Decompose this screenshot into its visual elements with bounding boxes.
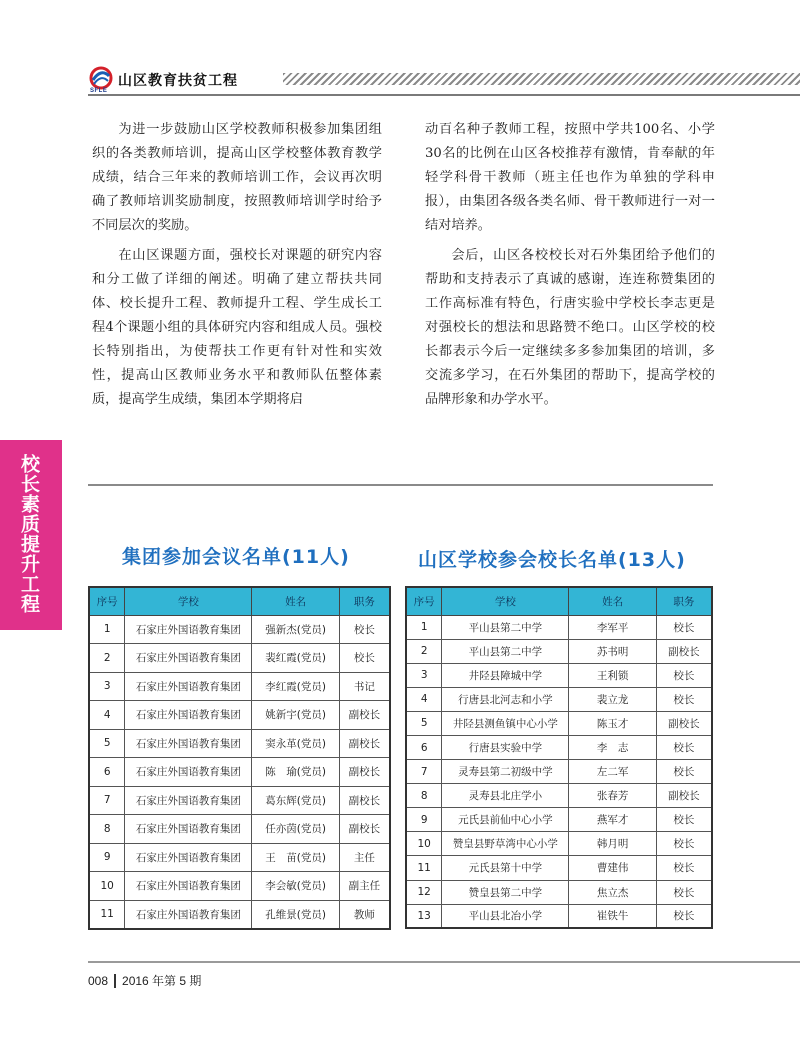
table-cell: 校长 [656,663,712,687]
table-cell: 副校长 [339,815,390,844]
table-cell: 1 [89,615,125,644]
table-cell: 教师 [339,900,390,929]
footer-divider [88,961,800,963]
logo-text: SFLE [90,88,108,94]
table-cell: 校长 [339,615,390,644]
table-row [89,729,390,758]
table-cell: 10 [89,872,125,901]
paragraph-continued: 动百名种子教师工程，按照中学共100名、小学30名的比例在山区各校推荐有激情，肯奉献的年轻学科骨干教师（班主任也作为单独的学科申报），由集团各级各类名师、骨干教师进行一对一结对培养。 [425,122,715,233]
table-cell: 校长 [656,615,712,639]
table-cell: 副校长 [656,711,712,735]
table-cell: 石家庄外国语教育集团 [125,872,252,901]
table-cell: 校长 [656,760,712,784]
table-cell: 副校长 [339,729,390,758]
table-row [406,832,712,856]
table-cell: 平山县北冶小学 [442,904,569,928]
table-cell: 6 [89,758,125,787]
table-cell: 井陉县测鱼镇中心小学 [442,711,569,735]
table-cell: 7 [89,786,125,815]
paragraph: 在山区课题方面，强校长对课题的研究内容和分工做了详细的阐述。明确了建立帮扶共同体、校长提升工程、教师提升工程、学生成长工程4个课题小组的具体研究内容和组成人员。强校长特别指出，为使帮扶工作更有针对性和实效性，提高山区教师业务水平和教师队伍整体素质，提高学生成绩，集团本学期将启 [92,248,382,407]
table-cell: 11 [89,900,125,929]
table-cell: 3 [406,663,442,687]
table-cell: 5 [406,711,442,735]
table-cell: 石家庄外国语教育集团 [125,786,252,815]
issue-label: 2016 年第 5 期 [122,974,202,988]
table2-title: 山区学校参会校长名单(13人) [418,549,686,571]
table-row [89,758,390,787]
table-row [406,663,712,687]
table-cell: 1 [406,615,442,639]
table-cell: 校长 [656,832,712,856]
table-cell: 葛东辉(党员) [252,786,339,815]
table-cell: 11 [406,856,442,880]
table-row [406,687,712,711]
table-cell: 陈 瑜(党员) [252,758,339,787]
header-title: 山区教育扶贫工程 [118,73,238,89]
header-cell: 职务 [656,587,712,615]
header-cell: 姓名 [569,587,656,615]
table-cell: 赞皇县第二中学 [442,880,569,904]
table-cell: 4 [89,701,125,730]
table-row [406,880,712,904]
table-cell: 陈玉才 [569,711,656,735]
table-cell: 副校长 [656,784,712,808]
table-cell: 石家庄外国语教育集团 [125,758,252,787]
table-cell: 李红霞(党员) [252,672,339,701]
header-cell: 序号 [406,587,442,615]
header-cell: 学校 [442,587,569,615]
table-header-row [89,587,390,615]
table-cell: 平山县第二中学 [442,639,569,663]
table-cell: 校长 [656,904,712,928]
table-cell: 7 [406,760,442,784]
table-cell: 王利锁 [569,663,656,687]
table-cell: 行唐县实验中学 [442,735,569,759]
table-row [406,735,712,759]
table-cell: 崔铁牛 [569,904,656,928]
table-cell: 6 [406,735,442,759]
table-cell: 13 [406,904,442,928]
table-cell: 副校长 [339,758,390,787]
table-row [89,900,390,929]
table-cell: 曹建伟 [569,856,656,880]
table-row [406,784,712,808]
header-cell: 序号 [89,587,125,615]
table-row [89,843,390,872]
table-row [406,856,712,880]
table-cell: 任亦茵(党员) [252,815,339,844]
group-attendee-table [88,586,391,930]
table-cell: 石家庄外国语教育集团 [125,729,252,758]
table-cell: 5 [89,729,125,758]
table1-title: 集团参加会议名单(11人) [122,546,350,568]
table-cell: 副校长 [339,786,390,815]
table-cell: 副校长 [656,639,712,663]
table-cell: 2 [89,644,125,673]
table-row [89,815,390,844]
page-footer [88,972,201,990]
table-row [406,639,712,663]
table-cell: 李 志 [569,735,656,759]
table-cell: 燕军才 [569,808,656,832]
table-cell: 9 [406,808,442,832]
table-cell: 裴立龙 [569,687,656,711]
header-divider [88,94,800,96]
table-cell: 书记 [339,672,390,701]
text-column-left [92,118,382,418]
table-cell: 主任 [339,843,390,872]
paragraph: 为进一步鼓励山区学校教师积极参加集团组织的各类教师培训，提高山区学校整体教育教学成绩，结合三年来的教师培训工作，会议再次明确了教师培训奖励制度，按照教师培训学时给予不同层次的奖励。 [92,122,382,233]
table-cell: 校长 [656,856,712,880]
section-side-tab [0,440,62,630]
principal-attendee-table [405,586,713,929]
table-cell: 裴红霞(党员) [252,644,339,673]
table-cell: 校长 [656,687,712,711]
side-tab-label: 校长素质提升工程 [18,454,40,614]
table-cell: 石家庄外国语教育集团 [125,900,252,929]
table-cell: 副校长 [339,701,390,730]
table-cell: 元氏县第十中学 [442,856,569,880]
table-cell: 8 [89,815,125,844]
table-row [89,672,390,701]
table-row [406,808,712,832]
table-row [89,615,390,644]
table-cell: 校长 [656,808,712,832]
table-cell: 3 [89,672,125,701]
table-cell: 8 [406,784,442,808]
header-cell: 姓名 [252,587,339,615]
table-cell: 副主任 [339,872,390,901]
table-cell: 行唐县北河志和小学 [442,687,569,711]
table-cell: 张春芳 [569,784,656,808]
table-row [406,904,712,928]
table-cell: 9 [89,843,125,872]
page-header [88,62,800,102]
table-row [89,786,390,815]
table-cell: 石家庄外国语教育集团 [125,672,252,701]
table-cell: 左二军 [569,760,656,784]
table-cell: 校长 [656,735,712,759]
table-cell: 苏书明 [569,639,656,663]
table-row [406,615,712,639]
table-cell: 灵寿县北庄学小 [442,784,569,808]
table-row [89,644,390,673]
text-column-right [425,118,715,418]
table-cell: 石家庄外国语教育集团 [125,701,252,730]
page-number: 008 [88,974,109,988]
table-cell: 李军平 [569,615,656,639]
table-cell: 石家庄外国语教育集团 [125,843,252,872]
table-row [406,760,712,784]
table-cell: 2 [406,639,442,663]
table-cell: 石家庄外国语教育集团 [125,644,252,673]
table-cell: 王 苗(党员) [252,843,339,872]
table-cell: 灵寿县第二初级中学 [442,760,569,784]
table-cell: 12 [406,880,442,904]
header-hatch-decoration [283,73,800,85]
table-cell: 石家庄外国语教育集团 [125,815,252,844]
table-cell: 赞皇县野草湾中心小学 [442,832,569,856]
footer-separator [114,974,116,988]
table-row [89,701,390,730]
table-cell: 元氏县前仙中心小学 [442,808,569,832]
table-row [89,872,390,901]
table-cell: 李会敏(党员) [252,872,339,901]
table-cell: 石家庄外国语教育集团 [125,615,252,644]
paragraph: 会后，山区各校校长对石外集团给予他们的帮助和支持表示了真诚的感谢，连连称赞集团的工作高标准有特色，行唐实验中学校长李志更是对强校长的想法和思路赞不绝口。山区学校的校长都表示今后一定继续多多参加集团的培训，多交流多学习，在石外集团的帮助下，提高学校的品牌形象和办学水平。 [425,248,715,407]
table-cell: 窦永革(党员) [252,729,339,758]
table-cell: 校长 [339,644,390,673]
table-cell: 平山县第二中学 [442,615,569,639]
header-cell: 学校 [125,587,252,615]
table-cell: 强新杰(党员) [252,615,339,644]
table-cell: 孔维景(党员) [252,900,339,929]
section-divider [88,484,713,486]
table-row [406,711,712,735]
table-cell: 井陉县障城中学 [442,663,569,687]
table-header-row [406,587,712,615]
table-cell: 韩月明 [569,832,656,856]
table-cell: 校长 [656,880,712,904]
table-cell: 姚新宇(党员) [252,701,339,730]
header-cell: 职务 [339,587,390,615]
table-cell: 焦立杰 [569,880,656,904]
table-cell: 4 [406,687,442,711]
table-cell: 10 [406,832,442,856]
